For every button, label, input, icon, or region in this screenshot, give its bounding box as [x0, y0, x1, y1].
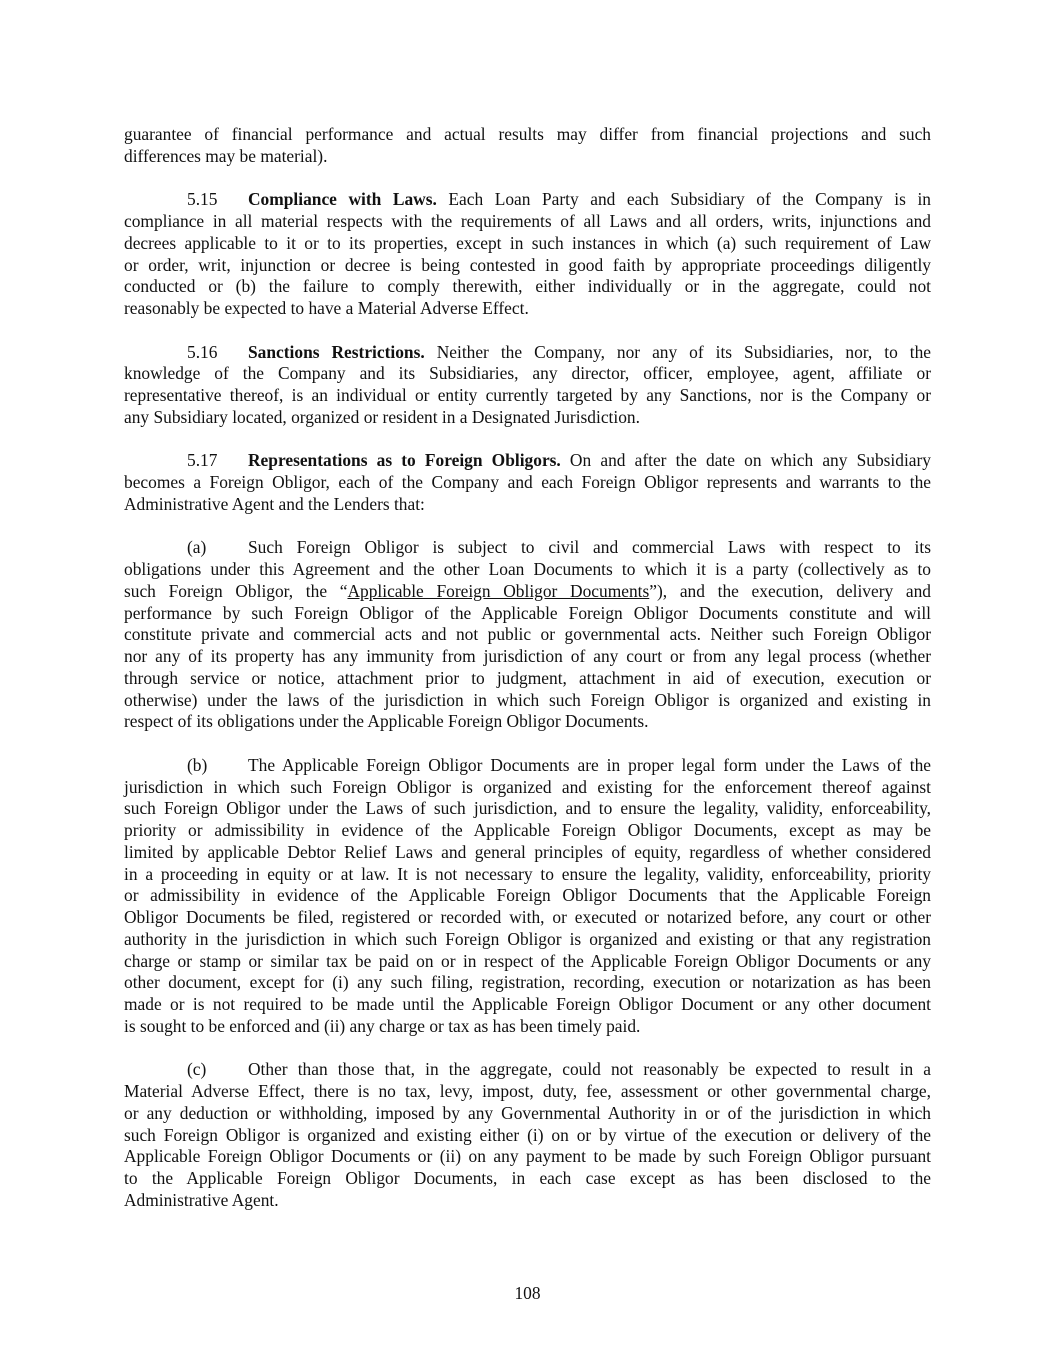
- text-line: [124, 1125, 931, 1147]
- text-segment: Material Adverse Effect, there is no tax, levy, impost, duty, fee, assessment or other governmental charge,: [124, 1081, 931, 1101]
- text-segment: or any deduction or withholding, imposed by any Governmental Authority in or of the jurisdiction in which: [124, 1102, 931, 1123]
- text-segment: differences may be material).: [124, 145, 328, 166]
- text-line: [124, 842, 931, 864]
- text-segment: respect of its obligations under the Applicable Foreign Obligor Documents.: [124, 711, 649, 732]
- text-segment: conducted or (b) the failure to comply therewith, either individually or in the aggregate, could not: [124, 276, 931, 297]
- text-segment: other document, except for (i) any such filing, registration, recording, execution or notarization as has been: [124, 972, 931, 993]
- text-line: [124, 472, 931, 494]
- text-line: [124, 690, 931, 712]
- text-segment: or order, writ, injunction or decree is being contested in good faith by appropriate proceedings diligently: [124, 254, 931, 275]
- text-segment: through service or notice, attachment prior to judgment, attachment in aid of execution, execution or: [124, 667, 931, 688]
- text-segment: Administrative Agent and the Lenders that:: [124, 493, 425, 514]
- text-segment: representative thereof, is an individual or entity currently targeted by any Sanctions, nor is the Company or: [124, 385, 931, 405]
- section-heading: Sanctions Restrictions.: [248, 341, 425, 362]
- text-line: [124, 1190, 931, 1212]
- text-segment: limited by applicable Debtor Relief Laws and general principles of equity, regardless of whether considered: [124, 841, 931, 862]
- text-segment: such Foreign Obligor under the Laws of such jurisdiction, and to ensure the legality, validity, enforceability,: [124, 798, 931, 819]
- text-line: [124, 668, 931, 690]
- text-segment: charge or stamp or similar tax be paid on or in respect of the Applicable Foreign Obligor Documents or any: [124, 950, 931, 971]
- text-line: [124, 929, 931, 951]
- text-segment: Applicable Foreign Obligor Documents or (ii) on any payment to be made by such Foreign Obligor pursuant: [124, 1146, 931, 1167]
- text-segment: to the Applicable Foreign Obligor Documents, in each case except as has been disclosed to the: [124, 1168, 931, 1188]
- text-line: [124, 211, 931, 233]
- text-line: [124, 537, 931, 559]
- text-segment: Such Foreign Obligor is subject to civil and commercial Laws with respect to its: [248, 537, 931, 558]
- section-number: 5.15: [187, 189, 218, 210]
- text-segment: compliance in all material respects with the requirements of all Laws and all orders, writs, injunctions and: [124, 211, 931, 231]
- text-line: [124, 363, 931, 385]
- section-number: (b): [187, 754, 208, 775]
- text-segment: On and after the date on which any Subsidiary: [560, 450, 931, 471]
- text-line: [124, 951, 931, 973]
- text-line: [124, 624, 931, 646]
- section-5-15: [124, 189, 931, 320]
- text-line: [124, 1103, 931, 1125]
- text-segment: in a proceeding in equity or at law. It is not necessary to ensure the legality, validity, enforceability, priority: [124, 863, 931, 884]
- text-segment: performance by such Foreign Obligor of the Applicable Foreign Obligor Documents constitute and will: [124, 602, 931, 623]
- text-segment: Other than those that, in the aggregate, could not reasonably be expected to result in a: [248, 1059, 931, 1080]
- text-line: [124, 124, 931, 146]
- text-segment: guarantee of financial performance and actual results may differ from financial projections and such: [124, 124, 931, 144]
- text-line: [124, 385, 931, 407]
- text-line: [124, 1016, 931, 1038]
- text-line: [124, 864, 931, 886]
- text-segment: any Subsidiary located, organized or resident in a Designated Jurisdiction.: [124, 406, 640, 427]
- text-segment: The Applicable Foreign Obligor Documents are in proper legal form under the Laws of the: [248, 754, 931, 775]
- text-segment: jurisdiction in which such Foreign Obligor is organized and existing for the enforcement thereof against: [124, 776, 931, 797]
- document-body: [124, 124, 931, 1233]
- text-segment: Each Loan Party and each Subsidiary of the Company is in: [436, 189, 931, 210]
- text-segment: such Foreign Obligor, the “: [124, 580, 348, 601]
- text-line: [124, 342, 931, 364]
- text-line: [124, 146, 931, 168]
- text-line: [124, 646, 931, 668]
- text-line: [124, 1146, 931, 1168]
- text-segment: Neither the Company, nor any of its Subsidiaries, nor, to the: [424, 341, 931, 362]
- text-segment: such Foreign Obligor is organized and existing either (i) on or by virtue of the execution or delivery of the: [124, 1124, 931, 1145]
- page-number: 108: [514, 1283, 541, 1303]
- text-line: [124, 885, 931, 907]
- text-line: [124, 1168, 931, 1190]
- text-segment: reasonably be expected to have a Material Adverse Effect.: [124, 298, 529, 318]
- text-line: [124, 255, 931, 277]
- text-segment: otherwise) under the laws of the jurisdiction in which such Foreign Obligor is organized and existing in: [124, 689, 931, 710]
- text-line: [124, 798, 931, 820]
- text-line: [124, 907, 931, 929]
- text-line: [124, 233, 931, 255]
- section-heading: Representations as to Foreign Obligors.: [248, 450, 561, 471]
- section-number: (c): [187, 1059, 207, 1080]
- text-line: [124, 189, 931, 211]
- text-segment: made or is not required to be made until the Applicable Foreign Obligor Document or any other document: [124, 994, 931, 1014]
- text-line: [124, 407, 931, 429]
- text-line: [124, 450, 931, 472]
- paragraph-continuation: [124, 124, 931, 168]
- text-line: [124, 581, 931, 603]
- text-segment: Administrative Agent.: [124, 1189, 279, 1210]
- text-line: [124, 777, 931, 799]
- text-segment: Obligor Documents be filed, registered or recorded with, or executed or notarized before, any court or other: [124, 907, 931, 927]
- section-number: 5.17: [187, 450, 218, 471]
- text-line: [124, 276, 931, 298]
- section-number: 5.16: [187, 341, 218, 362]
- section-a: [124, 537, 931, 733]
- section-heading: Compliance with Laws.: [248, 189, 437, 210]
- section-c: [124, 1059, 931, 1211]
- text-segment: constitute private and commercial acts and not public or governmental acts. Neither such Foreign Obligor: [124, 624, 931, 645]
- text-line: [124, 559, 931, 581]
- text-line: [124, 711, 931, 733]
- defined-term: Applicable Foreign Obligor Documents: [347, 580, 650, 601]
- text-segment: becomes a Foreign Obligor, each of the Company and each Foreign Obligor represents and warrants to the: [124, 472, 931, 492]
- section-5-16: [124, 342, 931, 429]
- text-line: [124, 972, 931, 994]
- text-segment: is sought to be enforced and (ii) any charge or tax as has been timely paid.: [124, 1015, 641, 1036]
- text-line: [124, 1059, 931, 1081]
- text-segment: authority in the jurisdiction in which such Foreign Obligor is organized and existing or that any registration: [124, 928, 931, 949]
- section-5-17: [124, 450, 931, 515]
- text-segment: priority or admissibility in evidence of the Applicable Foreign Obligor Documents, except as may be: [124, 820, 931, 840]
- text-segment: knowledge of the Company and its Subsidiaries, any director, officer, employee, agent, affiliate or: [124, 363, 931, 384]
- text-line: [124, 820, 931, 842]
- text-segment: nor any of its property has any immunity from jurisdiction of any court or from any legal process (whether: [124, 646, 931, 666]
- text-segment: decrees applicable to it or to its properties, except in such instances in which (a) such requirement of Law: [124, 232, 931, 253]
- text-segment: obligations under this Agreement and the other Loan Documents to which it is a party (collectively as to: [124, 559, 931, 579]
- text-segment: or admissibility in evidence of the Applicable Foreign Obligor Documents that the Applicable Foreign: [124, 885, 931, 906]
- text-line: [124, 298, 931, 320]
- text-line: [124, 755, 931, 777]
- section-number: (a): [187, 537, 207, 558]
- text-segment: ”), and the execution, delivery and: [649, 580, 931, 601]
- text-line: [124, 603, 931, 625]
- text-line: [124, 1081, 931, 1103]
- section-b: [124, 755, 931, 1038]
- text-line: [124, 994, 931, 1016]
- text-line: [124, 494, 931, 516]
